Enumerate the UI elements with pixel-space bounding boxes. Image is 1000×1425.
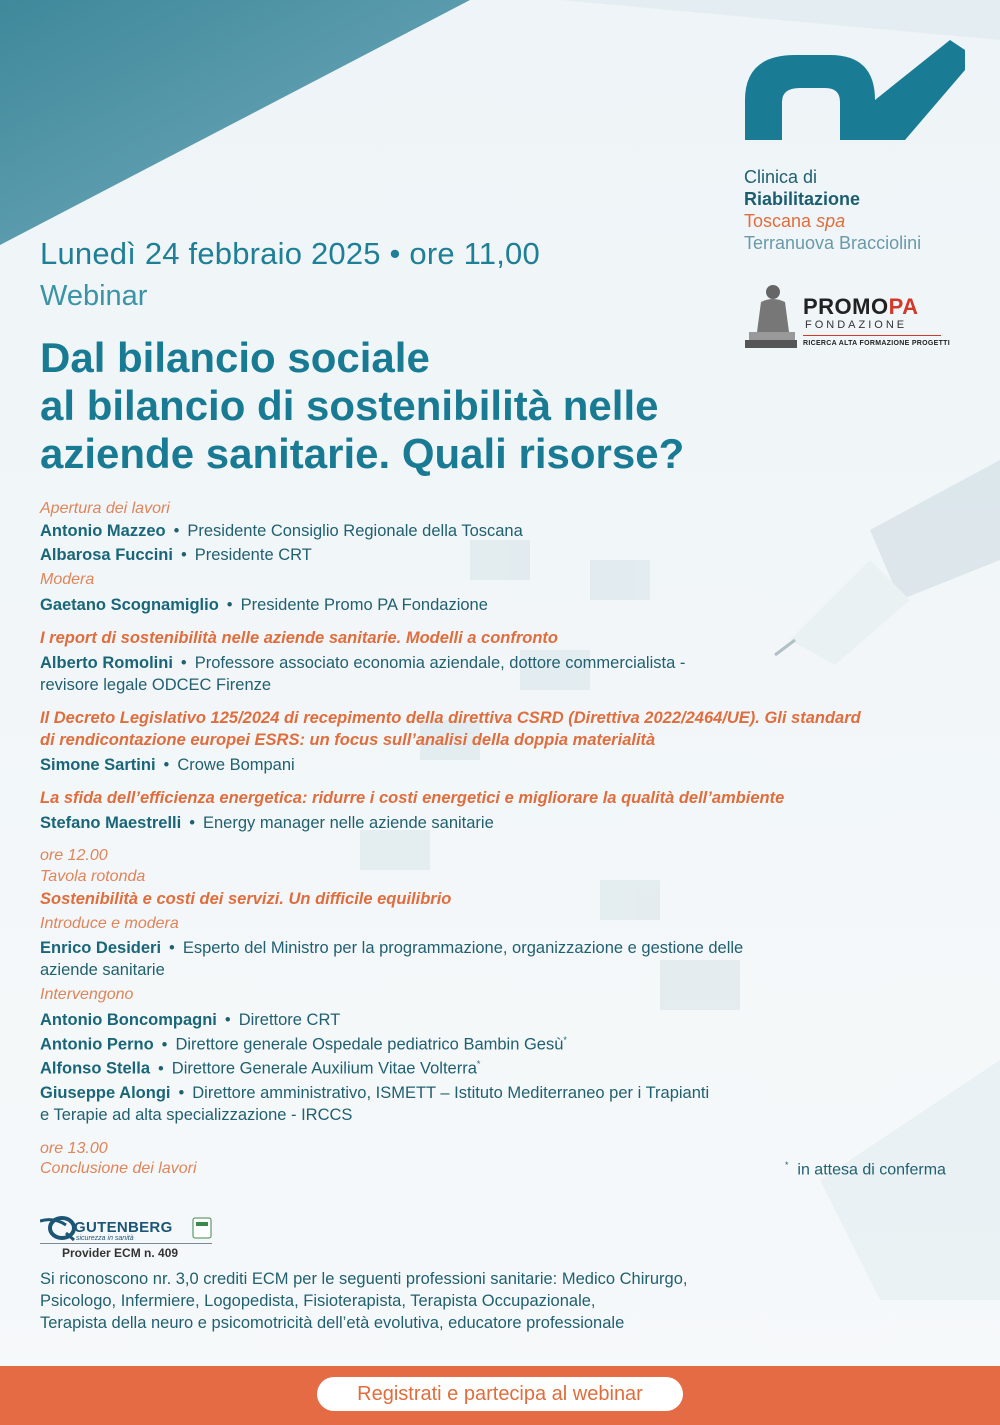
speaker-row xyxy=(40,1011,340,1030)
introduce-label: Introduce e modera xyxy=(40,915,179,932)
speaker-role-cont: revisore legale ODCEC Firenze xyxy=(40,676,272,694)
speaker-name: Giuseppe Alongi xyxy=(40,1084,171,1102)
separator: • xyxy=(169,939,175,957)
crt-line-4: Terranuova Bracciolini xyxy=(744,233,922,253)
session-topic: La sfida dell’efficienza energetica: ridurre i costi energetici e migliorare la qualità dell’ambiente xyxy=(40,789,785,807)
session-topic: Sostenibilità e costi dei servizi. Un difficile equilibrio xyxy=(40,890,452,908)
speaker-role: Direttore CRT xyxy=(238,1011,341,1029)
event-date: Lunedì 24 febbraio 2025 • ore 11,00 xyxy=(40,236,540,271)
certification-badge-icon xyxy=(192,1217,212,1239)
speaker-role: Direttore amministrativo, ISMETT – Istituto Mediterraneo per i Trapianti xyxy=(192,1084,710,1102)
speaker-row xyxy=(40,546,312,565)
speaker-name: Albarosa Fuccini xyxy=(40,546,173,564)
separator: • xyxy=(161,1035,168,1054)
speaker-role-cont: aziende sanitarie xyxy=(40,961,165,979)
unconfirmed-mark: * xyxy=(563,1035,567,1045)
time-label: ore 13.00 xyxy=(40,1140,108,1157)
ecm-provider: Provider ECM n. 409 xyxy=(62,1246,179,1260)
speaker-row xyxy=(40,939,743,958)
separator: • xyxy=(178,1084,185,1102)
speakers-label: Intervengono xyxy=(40,986,134,1003)
promopa-fondazione: FONDAZIONE xyxy=(805,319,908,331)
speaker-name: Antonio Mazzeo xyxy=(40,522,166,540)
speaker-row xyxy=(40,814,494,833)
separator: • xyxy=(163,756,170,774)
session-topic-cont: di rendicontazione europei ESRS: un focus sull’analisi della doppia materialità xyxy=(40,731,656,749)
crt-line-2: Riabilitazione xyxy=(744,189,861,209)
speaker-name: Antonio Boncompagni xyxy=(40,1011,217,1029)
separator: • xyxy=(180,546,187,564)
session-topic: Il Decreto Legislativo 125/2024 di recepimento della direttiva CSRD (Direttiva 2022/2464/UE). Gli standard xyxy=(40,709,861,727)
speaker-row xyxy=(40,596,488,615)
speaker-role: Energy manager nelle aziende sanitarie xyxy=(203,814,494,832)
speaker-name: Alfonso Stella xyxy=(40,1059,151,1078)
crt-line-3: Toscana spa xyxy=(744,211,846,231)
roundtable-label: Tavola rotonda xyxy=(40,868,146,885)
moderator-label: Modera xyxy=(40,571,95,588)
time-label: ore 12.00 xyxy=(40,847,108,864)
speaker-role: Presidente Promo PA Fondazione xyxy=(240,596,488,614)
promopa-tagline: RICERCA ALTA FORMAZIONE PROGETTI xyxy=(803,340,950,347)
speaker-role: Presidente CRT xyxy=(194,546,312,564)
footnote-text: in attesa di conferma xyxy=(797,1161,946,1179)
speaker-role: Direttore generale Ospedale pediatrico Bambin Gesù xyxy=(175,1035,564,1054)
speaker-name: Enrico Desideri xyxy=(40,939,162,957)
opening-label: Apertura dei lavori xyxy=(40,500,170,517)
speaker-row xyxy=(40,1084,709,1103)
speaker-row xyxy=(40,654,685,673)
separator: • xyxy=(189,814,195,832)
title-line: al bilancio di sostenibilità nelle xyxy=(40,382,659,429)
title-line: aziende sanitarie. Quali risorse? xyxy=(40,430,685,477)
speaker-role: Esperto del Ministro per la programmazione, organizzazione e gestione delle xyxy=(182,939,744,957)
unconfirmed-mark: * xyxy=(476,1059,481,1069)
speaker-row xyxy=(40,1035,567,1055)
speaker-name: Simone Sartini xyxy=(40,756,156,774)
separator: • xyxy=(224,1011,231,1029)
page-title xyxy=(40,334,860,478)
speaker-name: Stefano Maestrelli xyxy=(40,814,182,832)
separator: • xyxy=(173,522,180,540)
register-button[interactable]: Registrati e partecipa al webinar xyxy=(317,1377,683,1411)
speaker-role: Crowe Bompani xyxy=(177,756,295,774)
speaker-role: Direttore Generale Auxilium Vitae Volterra xyxy=(171,1059,477,1078)
gutenberg-name: GUTENBERG xyxy=(74,1219,173,1236)
speaker-name: Alberto Romolini xyxy=(40,654,173,672)
gutenberg-subtitle: sicurezza in sanità xyxy=(76,1235,134,1242)
title-line: Dal bilancio sociale xyxy=(40,334,430,381)
separator: • xyxy=(226,596,233,614)
speaker-role: Presidente Consiglio Regionale della Toscana xyxy=(187,522,523,540)
session-topic: I report di sostenibilità nelle aziende sanitarie. Modelli a confronto xyxy=(40,629,559,647)
speaker-row xyxy=(40,522,523,541)
closing-label: Conclusione dei lavori xyxy=(40,1160,197,1177)
speaker-row xyxy=(40,1059,480,1079)
separator: • xyxy=(158,1059,164,1078)
credits-line: Psicologo, Infermiere, Logopedista, Fisioterapista, Terapista Occupazionale, xyxy=(40,1292,596,1310)
gutenberg-logo xyxy=(40,1213,215,1261)
crt-logo-text xyxy=(744,166,921,254)
event-format: Webinar xyxy=(40,280,148,312)
crt-logo-icon xyxy=(740,40,970,140)
cta-band xyxy=(0,1366,1000,1425)
credits-line: Terapista della neuro e psicomotricità dell’età evolutiva, educatore professionale xyxy=(40,1314,625,1332)
credits-line: Si riconoscono nr. 3,0 crediti ECM per le seguenti professioni sanitarie: Medico Chirurgo, xyxy=(40,1270,688,1288)
speaker-name: Antonio Perno xyxy=(40,1035,154,1054)
ecm-credits xyxy=(40,1268,800,1334)
gutenberg-divider xyxy=(40,1243,212,1244)
speaker-role-cont: e Terapie ad alta specializzazione - IRCCS xyxy=(40,1106,353,1124)
footnote-mark: * xyxy=(785,1160,789,1170)
promopa-name: PROMOPA xyxy=(803,294,919,319)
crt-line-1: Clinica di xyxy=(744,167,818,187)
speaker-role: Professore associato economia aziendale, dottore commercialista - xyxy=(194,654,686,672)
footnote xyxy=(785,1160,946,1179)
speaker-name: Gaetano Scognamiglio xyxy=(40,596,219,614)
separator: • xyxy=(180,654,187,672)
speaker-row xyxy=(40,756,295,775)
gutenberg-q-icon xyxy=(40,1215,76,1241)
